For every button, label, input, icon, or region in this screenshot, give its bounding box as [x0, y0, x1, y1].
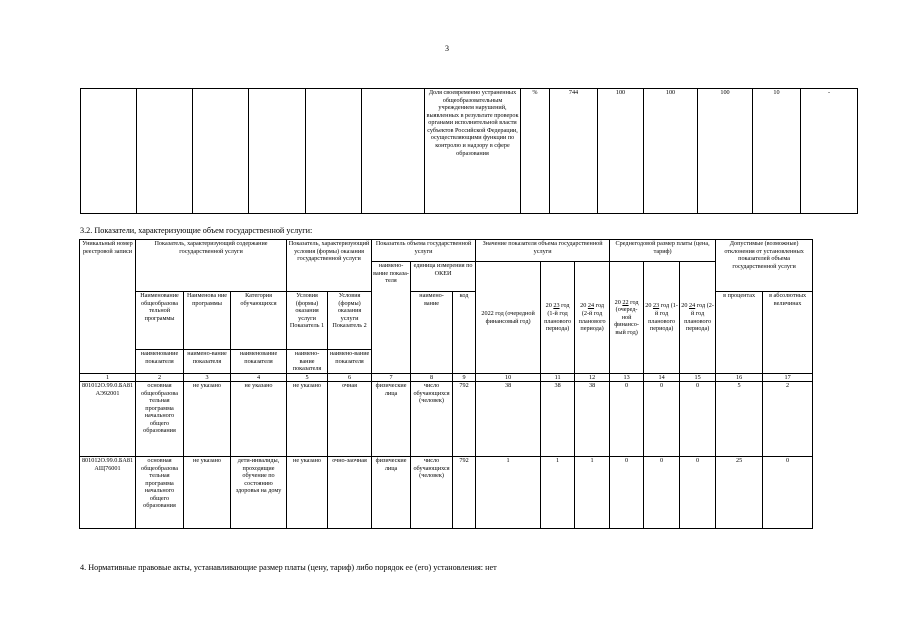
table-cell: основная общеобразова тельная программа начального общего образования — [136, 457, 184, 529]
table-cell: 792 — [453, 382, 476, 457]
column-number: 13 — [610, 374, 644, 382]
table-cell: очная — [328, 382, 372, 457]
table-cell: число обучающихся (человек) — [411, 382, 453, 457]
table-cell: не указано — [184, 457, 231, 529]
cell — [306, 89, 362, 214]
table-cell: физические лица — [372, 382, 411, 457]
table-cell: 38 — [476, 382, 541, 457]
table-cell: 0 — [680, 457, 716, 529]
category-header: Категория обучающихся — [231, 292, 287, 350]
table-row — [80, 382, 813, 457]
year-2022-header: 2022 год (очередной финансовый год) — [476, 262, 541, 374]
content-group-header: Показатель, характеризующий содержание государственной услуги — [136, 240, 287, 292]
fee-group-header: Среднегодовой размер платы (цена, тариф) — [610, 240, 716, 262]
table-cell: 25 — [716, 457, 763, 529]
column-number: 1 — [80, 374, 136, 382]
column-number: 14 — [644, 374, 680, 382]
indicator-name-header: наимено-вание показателя — [287, 350, 328, 374]
table-cell: 5 — [716, 382, 763, 457]
deviation-percent: 10 — [753, 89, 801, 214]
fee-2023-header: 20 23 год (1-й год планового периода) — [644, 262, 680, 374]
column-number: 5 — [287, 374, 328, 382]
value-2022: 100 — [598, 89, 644, 214]
table-cell: 0 — [610, 382, 644, 457]
table-cell: дети-инвалиды, проходящие обучение по состоянию здоровья на дому — [231, 457, 287, 529]
cell — [81, 89, 137, 214]
table-cell: 0 — [644, 382, 680, 457]
indicator-name-header: наименование показателя — [136, 350, 184, 374]
table-cell: 0 — [610, 457, 644, 529]
column-number: 16 — [716, 374, 763, 382]
table-cell: 801012О.99.0.БА81АЭ92001 — [80, 382, 136, 457]
deviation-absolute: - — [801, 89, 858, 214]
table-cell: 38 — [541, 382, 575, 457]
table-cell: не указано — [287, 382, 328, 457]
column-number: 6 — [328, 374, 372, 382]
volume-group-header: Показатель объема государственной услуги — [372, 240, 476, 262]
cell — [362, 89, 425, 214]
column-number: 3 — [184, 374, 231, 382]
program-name-header: Наименование общеобразова тельной программы — [136, 292, 184, 350]
unit: % — [521, 89, 550, 214]
column-number: 4 — [231, 374, 287, 382]
year-2024-header: 20 24 год (2-й год планового периода) — [575, 262, 610, 374]
table-cell: 1 — [541, 457, 575, 529]
value-2024: 100 — [698, 89, 753, 214]
table-cell: число обучающихся (человек) — [411, 457, 453, 529]
table-cell: физические лица — [372, 457, 411, 529]
table-cell: 0 — [763, 457, 813, 529]
column-number: 2 — [136, 374, 184, 382]
year-2023-header: 20 23 год (1-й год планового периода) — [541, 262, 575, 374]
column-number: 10 — [476, 374, 541, 382]
conditions-group-header: Показатель, характеризующий условия (формы) оказания государственной услуги — [287, 240, 372, 292]
table-cell: 1 — [476, 457, 541, 529]
table-row — [80, 457, 813, 529]
program-header: Наименова ние программы — [184, 292, 231, 350]
column-number: 9 — [453, 374, 476, 382]
deviation-group-header: Допустимые (возможные) отклонения от установленных показателей объема государственной услуги — [716, 240, 813, 292]
table-cell: не указано — [287, 457, 328, 529]
section-title: 3.2. Показатели, характеризующие объем государственной услуги: — [80, 226, 313, 235]
table-cell: 0 — [644, 457, 680, 529]
cell — [249, 89, 306, 214]
value-group-header: Значение показателя объема государственной услуги — [476, 240, 610, 262]
table-cell: 792 — [453, 457, 476, 529]
deviation-percent-header: в процентах — [716, 292, 763, 374]
table-cell: 2 — [763, 382, 813, 457]
column-number: 12 — [575, 374, 610, 382]
table-cell: основная общеобразова тельная программа начального общего образования — [136, 382, 184, 457]
table-cell: 801012О.99.0.БА81АЩ76001 — [80, 457, 136, 529]
condition-1-header: Условия (формы) оказания услуги Показатель 1 — [287, 292, 328, 350]
quality-indicator-table-continuation — [80, 88, 858, 214]
indicator-name-header: наимено-вание показателя — [184, 350, 231, 374]
table-cell: не указано — [231, 382, 287, 457]
volume-unit-header: единица измерения по ОКЕИ — [411, 262, 476, 292]
table-cell: 1 — [575, 457, 610, 529]
fee-2024-header: 20 24 год (2-й год планового периода) — [680, 262, 716, 374]
unit-code-header: код — [453, 292, 476, 374]
okei-code: 744 — [550, 89, 598, 214]
value-2023: 100 — [644, 89, 698, 214]
indicator-name: Доля своевременно устраненных общеобразовательным учреждением нарушений, выявленных в результате проверок органами исполнительной власти субъектов Российской Федерации, осуществляющими функции по контролю и надзору в сфере образования — [425, 89, 521, 214]
column-numbers-row — [80, 374, 813, 382]
footer-note: 4. Нормативные правовые акты, устанавливающие размер платы (цену, тариф) либо порядок ее (его) установления: нет — [80, 563, 497, 572]
reg-number-header: Уникальный номер реестровой записи — [80, 240, 136, 374]
page-number: 3 — [445, 44, 449, 53]
volume-name-header: наимено-вание показа-теля — [372, 262, 411, 374]
table-cell: не указано — [184, 382, 231, 457]
table-cell: 38 — [575, 382, 610, 457]
condition-2-header: Условия (формы) оказания услуги Показатель 2 — [328, 292, 372, 350]
fee-2022-header: 20 22 год (очеред-ной финансо-вый год) — [610, 262, 644, 374]
column-number: 11 — [541, 374, 575, 382]
column-number: 15 — [680, 374, 716, 382]
unit-name-header: наимено-вание — [411, 292, 453, 374]
volume-indicator-table — [79, 239, 813, 529]
table-cell: очно-заочная — [328, 457, 372, 529]
table-cell: 0 — [680, 382, 716, 457]
column-number: 7 — [372, 374, 411, 382]
indicator-name-header: наимено-вание показателя — [328, 350, 372, 374]
column-number: 8 — [411, 374, 453, 382]
indicator-name-header: наименование показателя — [231, 350, 287, 374]
cell — [193, 89, 249, 214]
deviation-absolute-header: в абсолютных величинах — [763, 292, 813, 374]
column-number: 17 — [763, 374, 813, 382]
cell — [137, 89, 193, 214]
